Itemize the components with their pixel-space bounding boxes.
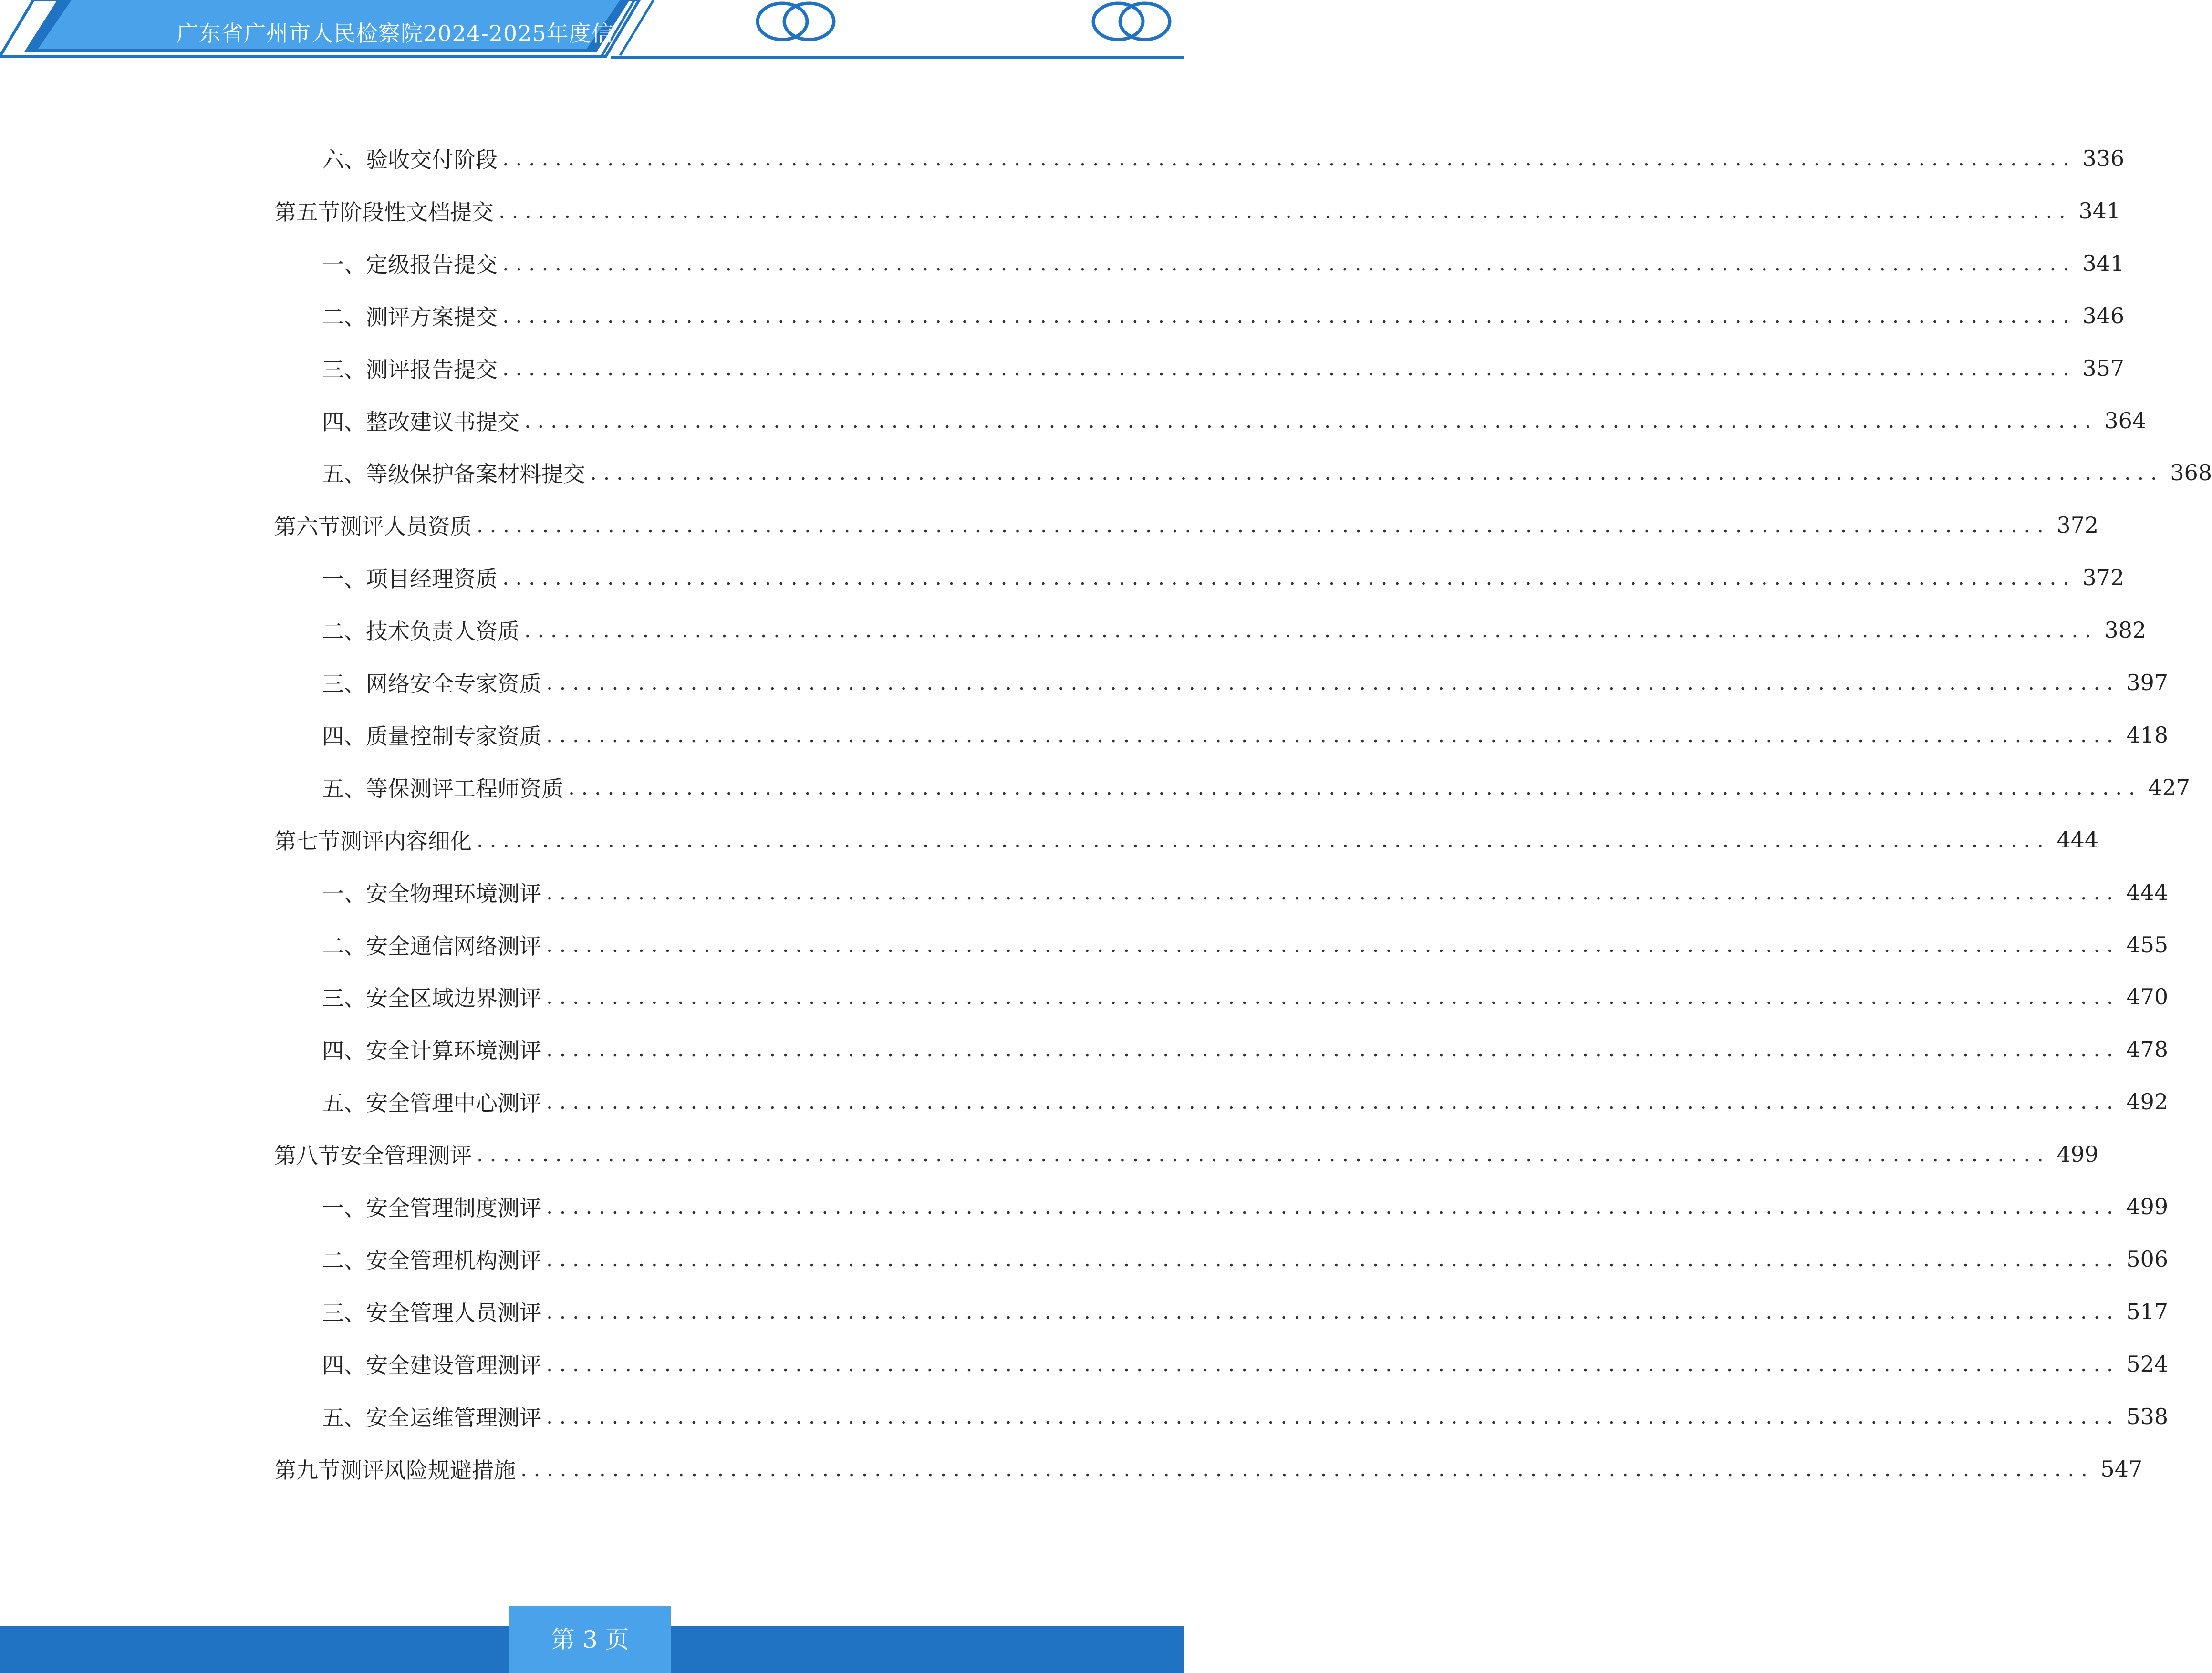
- toc-entry-number: 二、: [322, 304, 366, 330]
- toc-dot-leader: ........................................................................................................................: [546, 670, 2120, 695]
- toc-entry-title: 安全区域边界测评: [366, 985, 541, 1011]
- toc-entry-title: 测评人员资质: [340, 514, 472, 539]
- toc-subsection-entry[interactable]: [322, 928, 2169, 961]
- toc-entry-title: 技术负责人资质: [366, 619, 519, 644]
- toc-subsection-entry[interactable]: [322, 980, 2169, 1013]
- toc-entry-page: 444: [2126, 879, 2169, 905]
- toc-entry-number: 四、: [322, 723, 366, 749]
- toc-entry-page: 341: [2082, 250, 2125, 276]
- toc-entry-page: 397: [2126, 670, 2169, 695]
- toc-entry-page: 444: [2056, 827, 2099, 853]
- toc-subsection-entry[interactable]: [322, 666, 2169, 699]
- toc-dot-leader: ........................................................................................................................: [546, 1352, 2120, 1376]
- toc-subsection-entry[interactable]: [322, 1347, 2169, 1381]
- toc-dot-leader: ........................................................................................................................: [546, 1194, 2120, 1219]
- toc-entry-number: 第七节: [274, 828, 340, 854]
- toc-entry-number: 三、: [322, 985, 366, 1011]
- toc-dot-leader: ........................................................................................................................: [546, 1037, 2120, 1062]
- toc-entry-page: 547: [2100, 1456, 2143, 1482]
- toc-dot-leader: ........................................................................................................................: [477, 513, 2050, 537]
- toc-entry-page: 478: [2126, 1036, 2169, 1062]
- toc-entry-page: 455: [2126, 932, 2169, 958]
- toc-section-entry[interactable]: [274, 194, 2121, 227]
- toc-entry-number: 四、: [322, 1353, 366, 1378]
- toc-entry-title: 定级报告提交: [366, 252, 498, 278]
- toc-dot-leader: ........................................................................................................................: [546, 1299, 2120, 1324]
- toc-dot-leader: ........................................................................................................................: [498, 198, 2072, 223]
- toc-dot-leader: ........................................................................................................................: [590, 460, 2164, 485]
- toc-entry-title: 测评报告提交: [366, 357, 498, 382]
- toc-dot-leader: ........................................................................................................................: [546, 932, 2120, 957]
- toc-subsection-entry[interactable]: [322, 1295, 2169, 1328]
- toc-entry-title: 安全管理测评: [340, 1143, 472, 1168]
- toc-entry-title: 阶段性文档提交: [340, 199, 494, 225]
- toc-entry-number: 一、: [322, 881, 366, 907]
- toc-subsection-entry[interactable]: [322, 771, 2191, 804]
- toc-entry-number: 三、: [322, 671, 366, 697]
- toc-entry-page: 364: [2104, 408, 2147, 434]
- toc-entry-number: 五、: [322, 1405, 366, 1431]
- toc-dot-leader: ........................................................................................................................: [546, 880, 2120, 905]
- toc-entry-title: 等级保护备案材料提交: [366, 461, 585, 487]
- toc-entry-number: 第五节: [274, 199, 340, 225]
- toc-dot-leader: ........................................................................................................................: [546, 723, 2120, 747]
- toc-dot-leader: ........................................................................................................................: [502, 303, 2076, 328]
- toc-entry-number: 二、: [322, 619, 366, 644]
- toc-subsection-entry[interactable]: [322, 1400, 2169, 1433]
- toc-subsection-entry[interactable]: [322, 1242, 2169, 1276]
- toc-subsection-entry[interactable]: [322, 142, 2125, 175]
- toc-subsection-entry[interactable]: [322, 1033, 2169, 1066]
- toc-entry-number: 第九节: [274, 1457, 340, 1483]
- toc-entry-title: 验收交付阶段: [366, 147, 498, 173]
- toc-entry-title: 网络安全专家资质: [366, 671, 541, 697]
- toc-entry-page: 506: [2126, 1246, 2169, 1272]
- toc-entry-title: 测评内容细化: [340, 828, 472, 854]
- toc-dot-leader: ........................................................................................................................: [524, 618, 2098, 642]
- toc-entry-title: 安全物理环境测评: [366, 881, 541, 907]
- toc-section-entry[interactable]: [274, 1452, 2143, 1486]
- toc-entry-number: 二、: [322, 1248, 366, 1273]
- toc-dot-leader: ........................................................................................................................: [502, 251, 2076, 276]
- page-number-label: 第 3 页: [509, 1606, 671, 1673]
- toc-entry-title: 测评风险规避措施: [340, 1457, 516, 1483]
- toc-entry-page: 357: [2082, 355, 2125, 381]
- toc-entry-page: 336: [2082, 145, 2125, 171]
- toc-dot-leader: ........................................................................................................................: [477, 1142, 2050, 1167]
- toc-dot-leader: ........................................................................................................................: [546, 1404, 2120, 1429]
- toc-entry-title: 安全管理人员测评: [366, 1300, 541, 1326]
- toc-entry-page: 346: [2082, 303, 2125, 329]
- logo-rings-icon: [753, 0, 839, 43]
- toc-subsection-entry[interactable]: [322, 247, 2125, 280]
- toc-entry-title: 安全管理机构测评: [366, 1248, 541, 1273]
- toc-entry-number: 一、: [322, 252, 366, 278]
- toc-entry-number: 一、: [322, 1195, 366, 1221]
- toc-entry-page: 418: [2126, 722, 2169, 748]
- toc-entry-number: 第六节: [274, 514, 340, 539]
- toc-subsection-entry[interactable]: [322, 718, 2169, 752]
- toc-subsection-entry[interactable]: [322, 351, 2125, 385]
- toc-entry-page: 524: [2126, 1351, 2169, 1377]
- toc-entry-number: 五、: [322, 776, 366, 802]
- toc-entry-title: 安全管理制度测评: [366, 1195, 541, 1221]
- toc-entry-title: 等保测评工程师资质: [366, 776, 563, 802]
- toc-entry-page: 492: [2126, 1089, 2169, 1115]
- toc-entry-page: 470: [2126, 984, 2169, 1010]
- toc-entry-title: 安全计算环境测评: [366, 1038, 541, 1064]
- toc-dot-leader: ........................................................................................................................: [568, 775, 2142, 800]
- toc-section-entry[interactable]: [274, 823, 2099, 857]
- toc-entry-number: 四、: [322, 1038, 366, 1064]
- toc-entry-number: 三、: [322, 1300, 366, 1326]
- toc-entry-title: 安全通信网络测评: [366, 933, 541, 959]
- toc-entry-page: 372: [2056, 512, 2099, 538]
- toc-entry-number: 三、: [322, 357, 366, 382]
- toc-entry-page: 499: [2126, 1194, 2169, 1219]
- toc-entry-page: 517: [2126, 1299, 2169, 1324]
- toc-subsection-entry[interactable]: [322, 1085, 2169, 1118]
- toc-section-entry[interactable]: [274, 1137, 2099, 1171]
- toc-subsection-entry[interactable]: [322, 876, 2169, 909]
- toc-entry-page: 368: [2170, 460, 2212, 485]
- toc-subsection-entry[interactable]: [322, 613, 2147, 647]
- toc-entry-page: 538: [2126, 1404, 2169, 1429]
- logo-rings-icon: [1089, 0, 1174, 43]
- toc-entry-title: 质量控制专家资质: [366, 723, 541, 749]
- toc-entry-title: 安全建设管理测评: [366, 1353, 541, 1378]
- toc-subsection-entry[interactable]: [322, 456, 2212, 489]
- toc-dot-leader: ........................................................................................................................: [502, 356, 2076, 381]
- toc-dot-leader: ........................................................................................................................: [546, 984, 2120, 1009]
- toc-subsection-entry[interactable]: [322, 561, 2125, 594]
- toc-entry-page: 372: [2082, 565, 2125, 590]
- toc-dot-leader: ........................................................................................................................: [520, 1456, 2094, 1481]
- toc-entry-title: 整改建议书提交: [366, 409, 519, 435]
- toc-entry-page: 499: [2056, 1141, 2099, 1167]
- toc-section-entry[interactable]: [274, 508, 2099, 542]
- toc-entry-number: 六、: [322, 147, 366, 173]
- toc-entry-number: 一、: [322, 566, 366, 592]
- toc-dot-leader: ........................................................................................................................: [502, 146, 2076, 171]
- toc-subsection-entry[interactable]: [322, 404, 2147, 437]
- toc-entry-title: 测评方案提交: [366, 304, 498, 330]
- toc-dot-leader: ........................................................................................................................: [502, 565, 2076, 590]
- toc-subsection-entry[interactable]: [322, 1190, 2169, 1223]
- toc-entry-number: 二、: [322, 933, 366, 959]
- toc-entry-title: 安全运维管理测评: [366, 1405, 541, 1431]
- toc-entry-number: 五、: [322, 1090, 366, 1116]
- toc-entry-title: 项目经理资质: [366, 566, 498, 592]
- page-header: [0, 0, 1184, 67]
- toc-entry-number: 第八节: [274, 1143, 340, 1168]
- toc-entry-page: 427: [2148, 775, 2191, 800]
- toc-subsection-entry[interactable]: [322, 299, 2125, 332]
- toc-entry-page: 341: [2078, 198, 2121, 224]
- toc-dot-leader: ........................................................................................................................: [546, 1247, 2120, 1271]
- header-title: 广东省广州市人民检察院2024-2025年度信: [177, 21, 614, 46]
- toc-dot-leader: ........................................................................................................................: [546, 1089, 2120, 1114]
- toc-entry-page: 382: [2104, 617, 2147, 643]
- toc-entry-title: 安全管理中心测评: [366, 1090, 541, 1116]
- toc-dot-leader: ........................................................................................................................: [477, 827, 2050, 852]
- toc-entry-number: 四、: [322, 409, 366, 435]
- toc-dot-leader: ........................................................................................................................: [524, 408, 2098, 433]
- toc-entry-number: 五、: [322, 461, 366, 487]
